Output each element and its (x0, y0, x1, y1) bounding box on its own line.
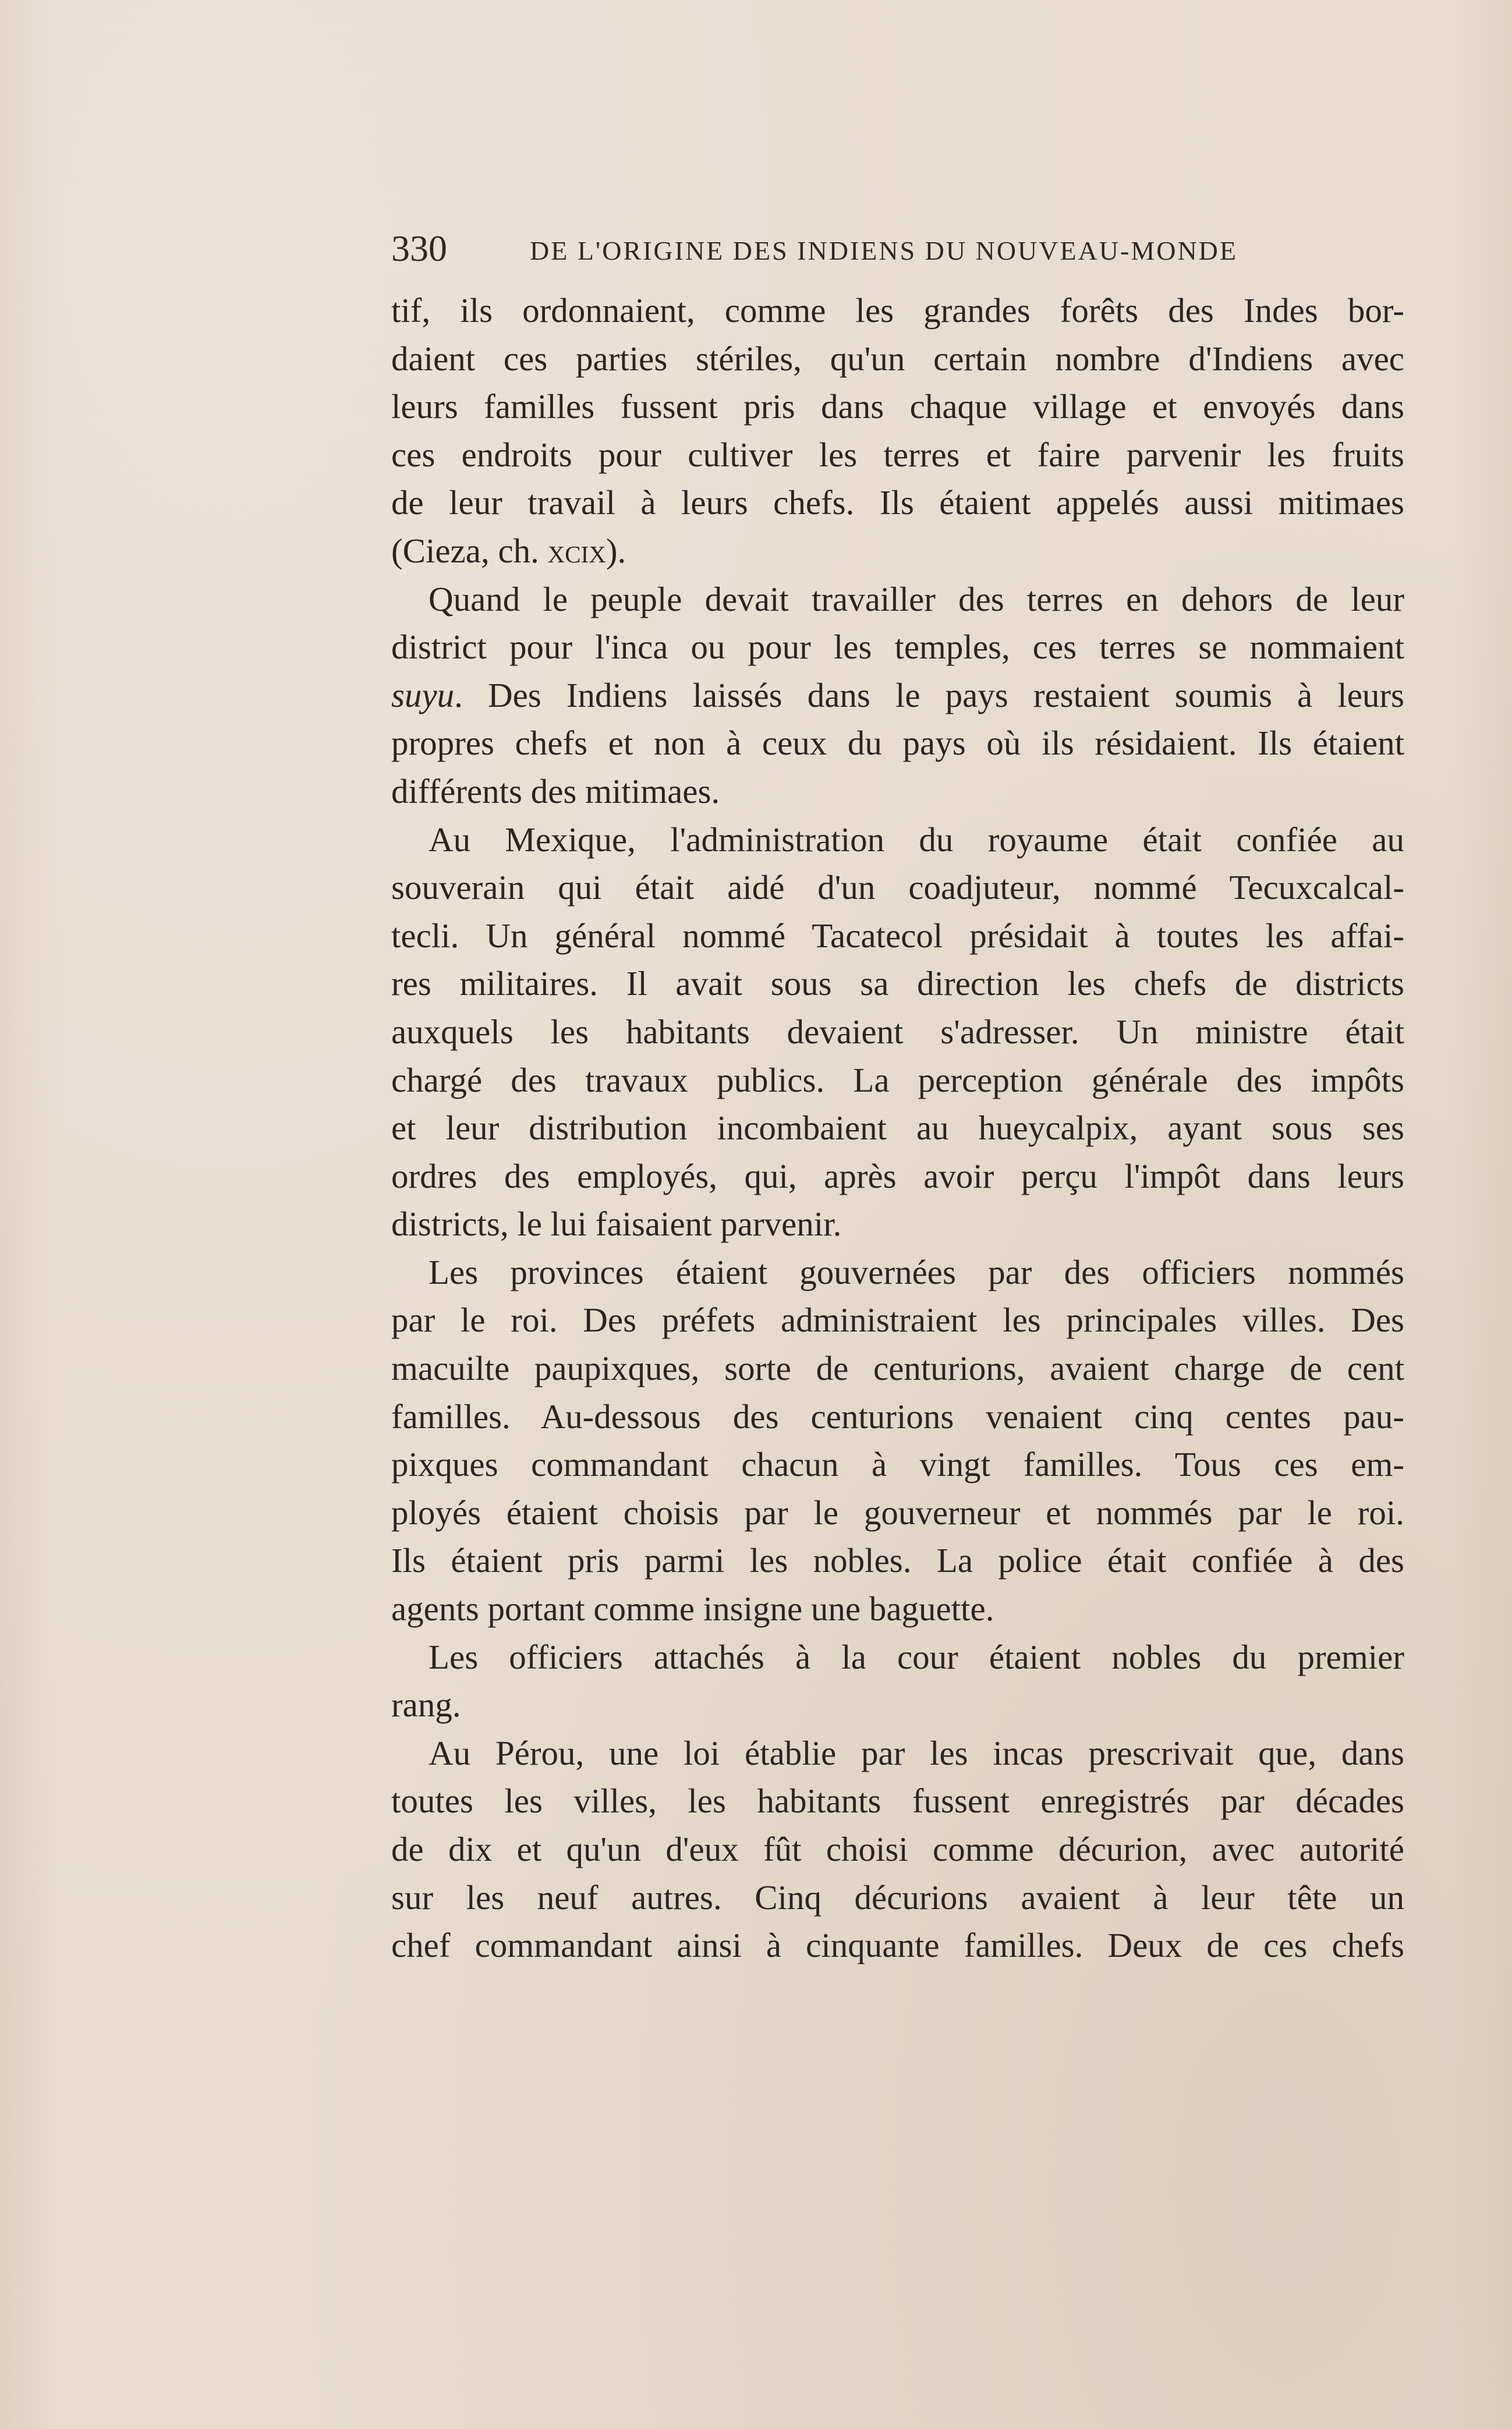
text-line-17: chargé des travaux publics. La perception générale des impôts (391, 1060, 1404, 1099)
text-line-33: de dix et qu'un d'eux fût choisi comme décurion, avec autorité (391, 1830, 1404, 1868)
text-line-29: Les officiers attachés à la cour étaient nobles du premier (429, 1637, 1404, 1676)
text-line-6: (Cieza, ch. xcix). (391, 531, 626, 570)
text-line-11: différents des mitimaes. (391, 771, 720, 810)
text-line-20: districts, le lui faisaient parvenir. (391, 1205, 842, 1244)
page-header (391, 222, 1276, 275)
text-line-24: familles. Au-dessous des centurions venaient cinq centes pau- (391, 1397, 1404, 1436)
text-line-7: Quand le peuple devait travailler des terres en dehors de leur (429, 579, 1404, 618)
text-line-32: toutes les villes, les habitants fussent enregistrés par décades (391, 1782, 1404, 1821)
text-line-9: suyu. Des Indiens laissés dans le pays restaient soumis à leurs (391, 675, 1404, 714)
text-line-35: chef commandant ainsi à cinquante familles. Deux de ces chefs (391, 1926, 1404, 1965)
text-line-22: par le roi. Des préfets administraient les principales villes. Des (391, 1301, 1404, 1340)
text-line-5: de leur travail à leurs chefs. Ils étaient appelés aussi mitimaes (391, 483, 1404, 522)
text-line-34: sur les neuf autres. Cinq décurions avaient à leur tête un (391, 1878, 1404, 1917)
text-line-26: ployés étaient choisis par le gouverneur et nommés par le roi. (391, 1493, 1404, 1532)
text-line-25: pixques commandant chacun à vingt familles. Tous ces em- (391, 1445, 1404, 1484)
text-line-1: tif, ils ordonnaient, comme les grandes forêts des Indes bor- (391, 291, 1404, 330)
text-line-2: daient ces parties stériles, qu'un certain nombre d'Indiens avec (391, 339, 1404, 378)
text-line-4: ces endroits pour cultiver les terres et faire parvenir les fruits (391, 435, 1404, 474)
text-line-27: Ils étaient pris parmi les nobles. La police était confiée à des (391, 1541, 1404, 1580)
text-line-16: auxquels les habitants devaient s'adresser. Un ministre était (391, 1012, 1404, 1051)
text-line-30: rang. (391, 1686, 461, 1725)
text-line-31: Au Pérou, une loi établie par les incas prescrivait que, dans (429, 1733, 1404, 1772)
text-line-15: res militaires. Il avait sous sa direction les chefs de districts (391, 964, 1404, 1003)
text-line-23: macuilte paupixques, sorte de centurions, avaient charge de cent (391, 1349, 1404, 1388)
text-line-18: et leur distribution incombaient au hueycalpix, ayant sous ses (391, 1109, 1404, 1148)
text-line-8: district pour l'inca ou pour les temples, ces terres se nommaient (391, 628, 1404, 667)
text-line-14: tecli. Un général nommé Tacatecol présidait à toutes les affai- (391, 916, 1404, 955)
text-line-12: Au Mexique, l'administration du royaume était confiée au (429, 820, 1404, 859)
text-line-10: propres chefs et non à ceux du pays où ils résidaient. Ils étaient (391, 724, 1404, 763)
body-text (391, 286, 1404, 1970)
text-line-28: agents portant comme insigne une baguette. (391, 1589, 994, 1628)
running-title: DE L'ORIGINE DES INDIENS DU NOUVEAU-MONDE (530, 236, 1238, 265)
text-line-3: leurs familles fussent pris dans chaque village et envoyés dans (391, 387, 1404, 426)
page-number: 330 (391, 228, 447, 269)
text-line-21: Les provinces étaient gouvernées par des officiers nommés (429, 1252, 1404, 1291)
text-line-19: ordres des employés, qui, après avoir perçu l'impôt dans leurs (391, 1156, 1404, 1195)
text-line-13: souverain qui était aidé d'un coadjuteur, nommé Tecuxcalcal- (391, 868, 1404, 907)
